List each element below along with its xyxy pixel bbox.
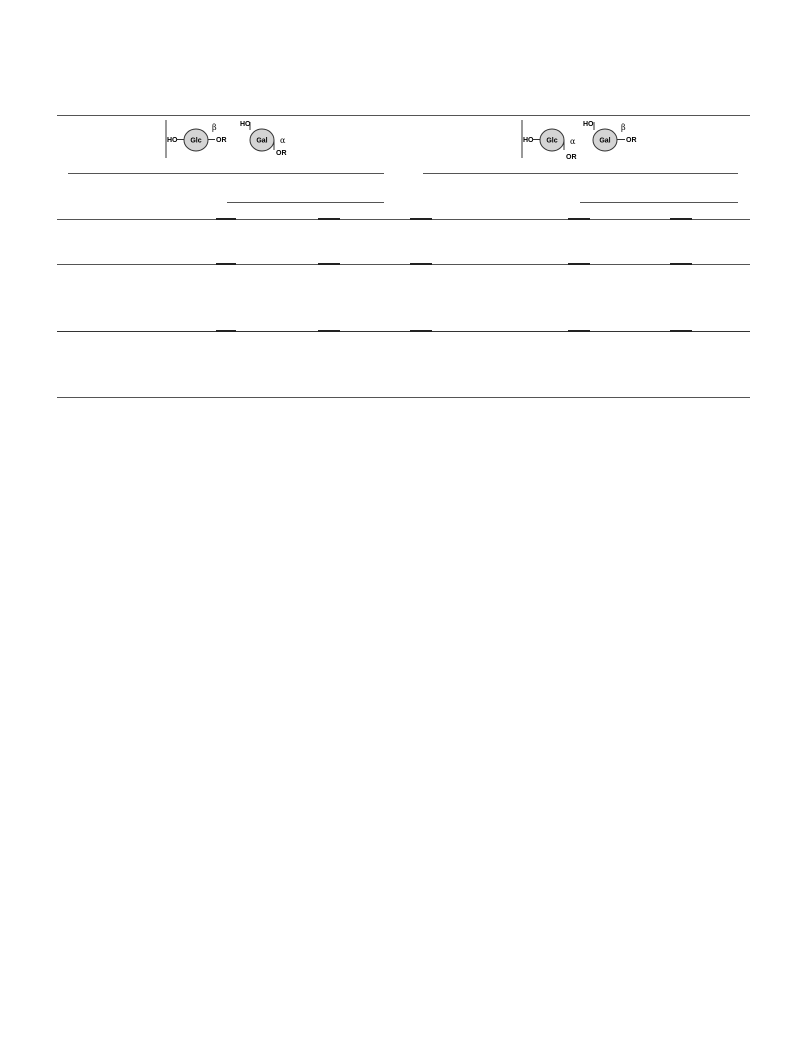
header-tick-4 <box>568 218 590 220</box>
gal-right-ho-label: HO <box>583 121 594 128</box>
row2-tick-3 <box>410 330 432 332</box>
header-tick-1 <box>216 218 236 220</box>
row1-tick-2 <box>318 263 340 265</box>
left-subgroup-rule <box>227 202 384 203</box>
structure-right-glc-gal <box>516 116 656 166</box>
row2-tick-1 <box>216 330 236 332</box>
glc-ring-left-label: Glc <box>190 137 202 145</box>
glc-left-or-label: OR <box>216 137 227 144</box>
gal-ring-left-label: Gal <box>256 137 268 145</box>
header-tick-2 <box>318 218 340 220</box>
row1-tick-1 <box>216 263 236 265</box>
header-bottom-rule <box>57 219 750 220</box>
header-tick-5 <box>670 218 692 220</box>
gal-left-ho-label: HO <box>240 121 251 128</box>
structure-left-glc-gal <box>160 116 300 162</box>
glc-ring-right-label: Glc <box>546 137 558 145</box>
glc-left-anomer-label: β <box>212 123 217 132</box>
glc-right-ho-label: HO <box>523 137 534 144</box>
header-tick-3 <box>410 218 432 220</box>
gal-left-or-label: OR <box>276 150 287 157</box>
row1-tick-4 <box>568 263 590 265</box>
glc-right-anomer-label: α <box>570 137 576 146</box>
row-rule-1 <box>57 264 750 265</box>
row2-tick-4 <box>568 330 590 332</box>
row2-tick-2 <box>318 330 340 332</box>
glc-left-ho-label: HO <box>167 137 178 144</box>
gal-left-anomer-label: α <box>280 136 286 145</box>
left-group-rule <box>68 173 384 174</box>
row1-tick-3 <box>410 263 432 265</box>
gal-ring-right-label: Gal <box>599 137 611 145</box>
row2-tick-5 <box>670 330 692 332</box>
row-rule-2 <box>57 331 750 332</box>
row1-tick-5 <box>670 263 692 265</box>
glc-right-or-label: OR <box>566 154 577 161</box>
right-subgroup-rule <box>580 202 738 203</box>
gal-right-anomer-label: β <box>621 123 626 132</box>
gal-right-or-label: OR <box>626 137 637 144</box>
right-group-rule <box>423 173 738 174</box>
table-bottom-rule <box>57 397 750 398</box>
